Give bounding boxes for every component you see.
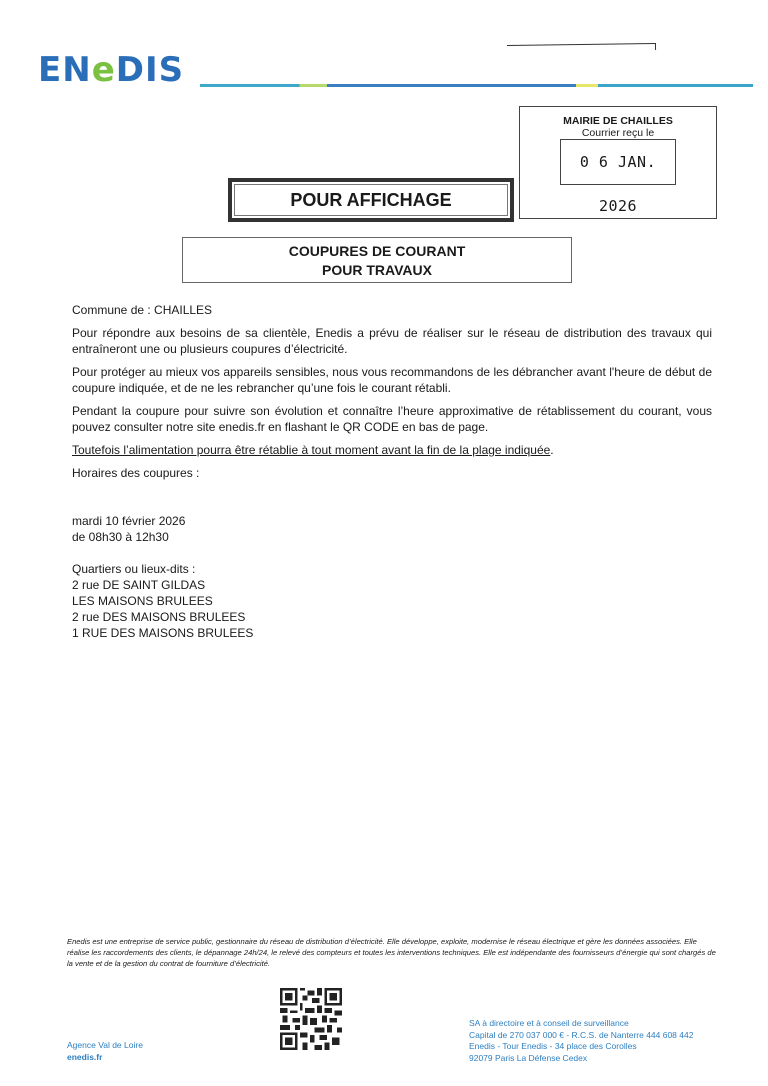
qr-code[interactable] — [280, 988, 342, 1050]
coupures-title — [182, 237, 572, 283]
scan-mark — [507, 43, 656, 52]
schedule-time: de 08h30 à 12h30 — [72, 530, 169, 544]
logo-accent: e — [91, 50, 116, 90]
agency-name: Agence Val de Loire — [67, 1040, 143, 1050]
agency-info — [67, 1039, 143, 1063]
logo-text-end: DIS — [115, 50, 185, 90]
pour-affichage-title: POUR AFFICHAGE — [228, 178, 514, 222]
coupures-title-line2: POUR TRAVAUX — [322, 262, 432, 278]
paragraph-intro: Pour répondre aux besoins de sa clientèle, Enedis a prévu de réaliser sur le réseau de distribution des travaux qui entraîneront une ou plusieurs coupures d’électricité. — [72, 326, 712, 356]
locations — [72, 561, 253, 641]
coupures-title-line1: COUPURES DE COURANT — [288, 243, 466, 259]
schedule — [72, 513, 185, 545]
enedis-logo — [38, 52, 184, 88]
locations-label: Quartiers ou lieux-dits : — [72, 562, 196, 576]
stamp-date: 0 6 JAN. 2026 — [560, 139, 676, 185]
agency-website-link[interactable]: enedis.fr — [67, 1052, 103, 1062]
company-line: Capital de 270 037 000 € - R.C.S. de Nanterre 444 608 442 — [469, 1029, 694, 1040]
company-line: Enedis - Tour Enedis - 34 place des Corolles — [469, 1041, 637, 1051]
paragraph-tracking: Pendant la coupure pour suivre son évolution et connaître l’heure approximative de rétablissement du courant, vous pouvez consulter notre site enedis.fr en flashant le QR CODE en bas de page. — [72, 404, 712, 434]
location-item: LES MAISONS BRULEES — [72, 594, 213, 608]
warning-line — [72, 442, 712, 458]
schedule-date: mardi 10 février 2026 — [72, 514, 186, 528]
company-line: 92079 Paris La Défense Cedex — [469, 1052, 588, 1063]
reception-stamp — [519, 106, 717, 219]
location-item: 2 rue DE SAINT GILDAS — [72, 578, 206, 592]
paragraph-protection: Pour protéger au mieux vos appareils sensibles, nous vous recommandons de les débrancher avant l'heure de début de coupure indiquée, et de ne les rebrancher qu’une fois le courant rétabli. — [72, 365, 712, 395]
company-line: SA à directoire et à conseil de surveillance — [469, 1018, 629, 1028]
warning-text: Toutefois l’alimentation pourra être rétablie à tout moment avant la fin de la plage indiquée — [72, 443, 551, 457]
header-divider — [200, 84, 753, 87]
warning-period: . — [550, 443, 554, 457]
stamp-subtitle: Courrier reçu le — [581, 127, 655, 139]
company-info — [469, 1018, 693, 1064]
location-item: 1 RUE DES MAISONS BRULEES — [72, 626, 254, 640]
horaires-label: Horaires des coupures : — [72, 466, 200, 480]
stamp-title: MAIRIE DE CHAILLES — [563, 115, 673, 127]
legal-notice: Enedis est une entreprise de service public, gestionnaire du réseau de distribution d’électricité. Elle développe, exploite, modernise le réseau électrique et gère les données associées. Elle réalise les raccordements des clients, le dépannage 24h/24, le relevé des compteurs et toutes les interventions techniques. Elle est indépendante des fournisseurs d’énergie qui sont chargés de la vente et de la gestion du contrat de fourniture d’électricité. — [67, 937, 716, 968]
logo-text: EN — [38, 50, 92, 90]
commune: Commune de : CHAILLES — [72, 303, 213, 317]
location-item: 2 rue DES MAISONS BRULEES — [72, 610, 246, 624]
